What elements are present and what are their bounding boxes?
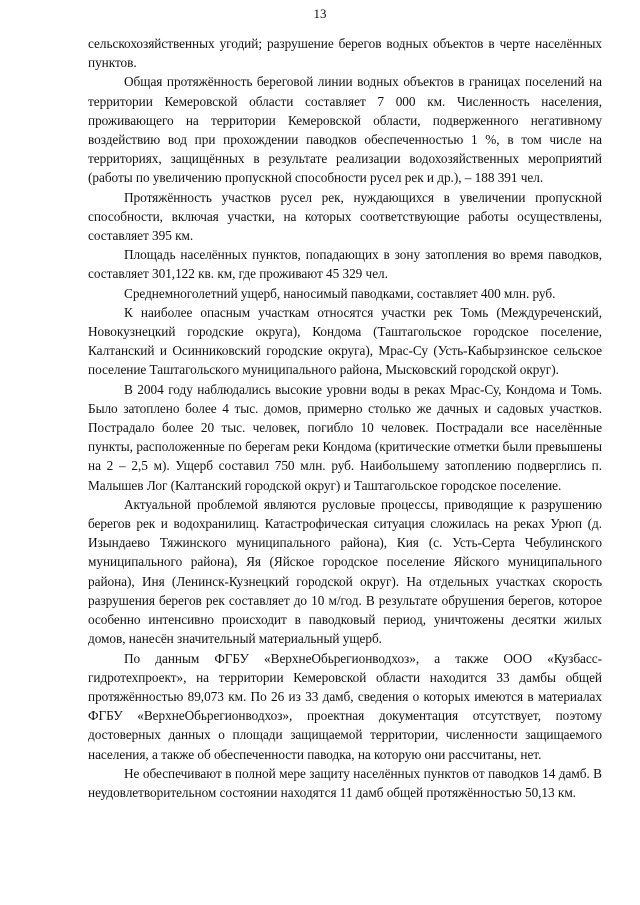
paragraph-2004-flood: В 2004 году наблюдались высокие уровни воды в реках Мрас-Су, Кондома и Томь. Было затоплено более 4 тыс. домов, примерно столько же дачных и садовых участков. Пострадало более 20 тыс. человек, погибло 10 человек. Пострадали все населённые пункты, расположенные по берегам реки Кондома (критические отметки были превышены на 2 – 2,5 м). Ущерб составил 750 млн. руб. Наибольшему затоплению подверглись п. Малышев Лог (Калтанский городской округ) и Таштагольское городское поселение. xyxy=(88,381,602,493)
paragraph-average-damage: Среднемноголетний ущерб, наносимый паводками, составляет 400 млн. руб. xyxy=(124,285,556,301)
page-number: 13 xyxy=(313,6,327,21)
paragraph-shoreline-population: Общая протяжённость береговой линии водных объектов в границах поселений на территории Кемеровской области составляет 7 000 км. Численность населения, проживающего на территории Кемеровской области, подверженного негативному воздействию вод при прохождении паводков обеспеченностью 1 %, в том числе на территориях, защищённых в результате реализации водохозяйственных мероприятий (работы по увеличению пропускной способности русел рек и др.), – 188 391 чел. xyxy=(88,74,602,186)
paragraph-riverbed-length: Протяжённость участков русел рек, нуждающихся в увеличении пропускной способности, включая участки, на которых соответствующие работы осуществлены, составляет 395 км. xyxy=(88,189,602,244)
paragraph-channel-processes: Актуальной проблемой являются русловые процессы, приводящие к разрушению берегов рек и водохранилищ. Катастрофическая ситуация сложилась на реках Урюп (д. Изындаево Тяжинского муниципального района), Кия (с. Усть-Серта Чебулинского муниципального района), Яя (Яйское городское поселение Яйского муниципального района), Иня (Ленинск-Кузнецкий городской округ). На отдельных участках скорость разрушения берегов рек составляет до 10 м/год. В результате обрушения берегов, которое особенно интенсивно происходит в паводковый период, уничтожены десятки жилых домов, нанесён значительный материальный ущерб. xyxy=(88,496,602,647)
paragraph-continuation: сельскохозяйственных угодий; разрушение берегов водных объектов в черте населённых пунктов. xyxy=(88,36,602,71)
paragraph-dams-condition: Не обеспечивают в полной мере защиту населённых пунктов от паводков 14 дамб. В неудовлетворительном состоянии находятся 11 дамб общей протяжённостью 50,13 км. xyxy=(88,765,602,800)
paragraph-flood-zone-area: Площадь населённых пунктов, попадающих в зону затопления во время паводков, составляет 301,122 кв. км, где проживают 45 329 чел. xyxy=(88,247,602,282)
paragraph-dams-data: По данным ФГБУ «ВерхнеОбьрегионводхоз», а также ООО «Кузбасс-гидротехпроект», на территории Кемеровской области находится 33 дамбы общей протяжённостью 89,073 км. По 26 из 33 дамб, сведения о которых имеются в материалах ФГБУ «ВерхнеОбьрегионводхоз», проектная документация отсутствует, поэтому достоверных данных о площади защищаемой территории, численности защищаемого населения, а также об обеспеченности паводка, на которую они рассчитаны, нет. xyxy=(88,650,602,762)
document-body xyxy=(88,34,602,802)
paragraph-dangerous-sections: К наиболее опасным участкам относятся участки рек Томь (Междуреченский, Новокузнецкий городские округа), Кондома (Таштагольское городское поселение, Калтанский и Осинниковский городские округа), Мрас-Су (Усть-Кабырзинское сельское поселение Таштагольского муниципального района, Мысковский городской округ). xyxy=(88,304,602,378)
